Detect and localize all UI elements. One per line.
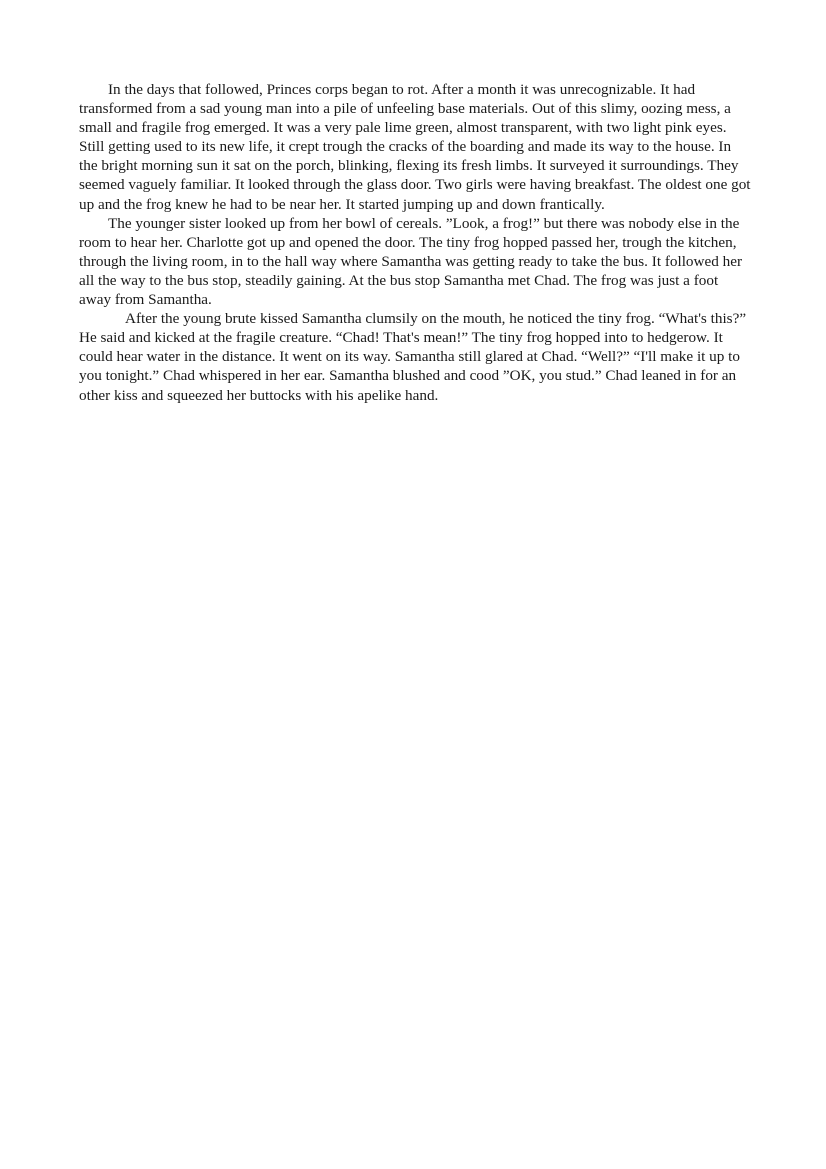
paragraph-3: After the young brute kissed Samantha clumsily on the mouth, he noticed the tiny frog. “What's this?” He said and kicked at the fragile creature. “Chad! That's mean!” The tiny frog hopped into to hedgerow. It could hear water in the distance. It went on its way. Samantha still glared at Chad. “Well?” “I'll make it up to you tonight.” Chad whispered in her ear. Samantha blushed and cood ”OK, you stud.” Chad leaned in for an other kiss and squeezed her buttocks with his apelike hand.	[79, 310, 747, 404]
paragraph-1: In the days that followed, Princes corps began to rot. After a month it was unrecognizable. It had transformed from a sad young man into a pile of unfeeling base materials. Out of this slimy, oozing mess, a small and fragile frog emerged. It was a very pale lime green, almost transparent, with two light pink eyes. Still getting used to its new life, it crept trough the cracks of the boarding and made its way to the house. In the bright morning sun it sat on the porch, blinking, flexing its fresh limbs. It surveyed it surroundings. They seemed vaguely familiar. It looked through the glass door. Two girls were having breakfast. The oldest one got up and the frog knew he had to be near her. It started jumping up and down frantically.	[79, 81, 751, 213]
story-text	[79, 80, 751, 405]
paragraph-2: The younger sister looked up from her bowl of cereals. ”Look, a frog!” but there was nobody else in the room to hear her. Charlotte got up and opened the door. The tiny frog hopped passed her, trough the kitchen, through the living room, in to the hall way where Samantha was getting ready to take the bus. It followed her all the way to the bus stop, steadily gaining. At the bus stop Samantha met Chad. The frog was just a foot away from Samantha.	[79, 214, 743, 309]
